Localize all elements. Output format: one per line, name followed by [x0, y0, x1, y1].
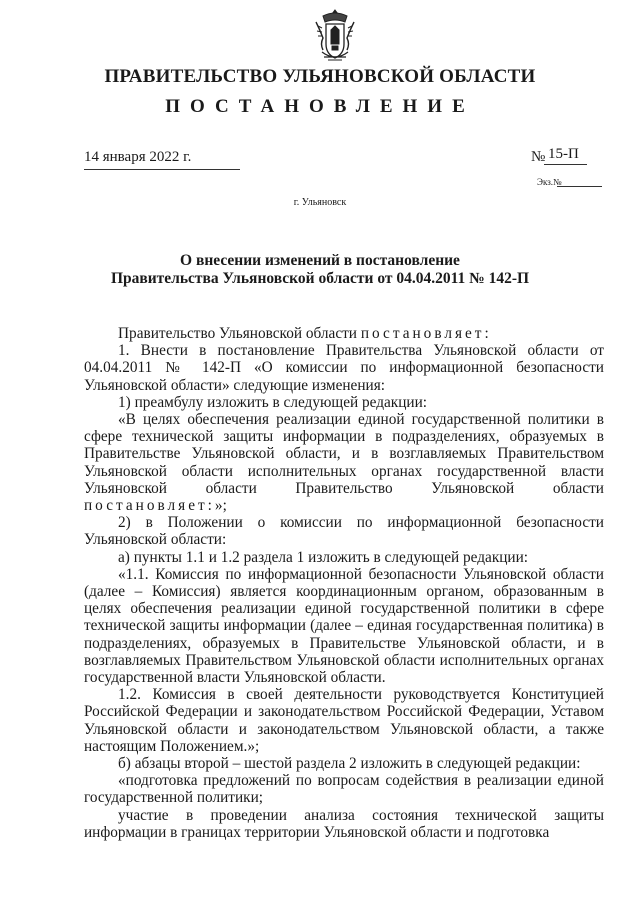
- preamble-quote-text: «В целях обеспечения реализации единой государственной политики в сфере технической защиты информации в подразделениях, образуемых в Правительстве Ульяновской области, и в возглавляемых Правительством Ульяновской области исполнительных органах государственной власти Ульяновской области Правительство Ульяновской области: [84, 411, 604, 497]
- preamble-quote-end: »;: [214, 497, 227, 515]
- document-type: ПОСТАНОВЛЕНИЕ: [165, 96, 475, 117]
- resolves-word-quote: постановляет:: [84, 497, 215, 515]
- document-body: [84, 325, 604, 841]
- heading-line-1: О внесении изменений в постановление: [180, 252, 460, 269]
- paragraph-clause-1-2: 1.2. Комиссия в своей деятельности руководствуется Конституцией Российской Федерации и законодательством Российской Федерации, Уставом Ульяновской области и законодательством Ульяновской области, а также настоящим Положением.»;: [84, 686, 604, 755]
- coat-of-arms-icon: [312, 8, 358, 64]
- copy-underline: [557, 186, 602, 187]
- date-underline: [84, 169, 240, 170]
- paragraph-quote-2: участие в проведении анализа состояния технической защиты информации в границах территории Ульяновской области и подготовка: [84, 806, 604, 841]
- paragraph-item-1: 1. Внести в постановление Правительства Ульяновской области от 04.04.2011 № 142-П «О комиссии по информационной безопасности Ульяновской области» следующие изменения:: [84, 342, 604, 394]
- paragraph-quote-1: «подготовка предложений по вопросам содействия в реализации единой государственной политики;: [84, 772, 604, 807]
- preamble-text: Правительство Ульяновской области: [118, 325, 361, 342]
- number-sign: №: [531, 149, 546, 165]
- document-number: 15-П: [548, 146, 579, 162]
- resolves-word: постановляет:: [360, 325, 492, 342]
- city: г. Ульяновск: [293, 197, 347, 208]
- paragraph-preamble: [84, 325, 604, 342]
- paragraph-clause-1-1: «1.1. Комиссия по информационной безопасности Ульяновской области (далее – Комиссия) является координационным органом, образованным в целях обеспечения реализации единой государственной политики в сфере технической защиты информации (далее – единая государственная политика) в подразделениях, образуемых в Правительстве Ульяновской области, и в возглавляемых Правительством Ульяновской области исполнительных органах государственной власти Ульяновской области.: [84, 565, 604, 687]
- document-heading: [0, 252, 640, 288]
- paragraph-subitem-b: б) абзацы второй – шестой раздела 2 изложить в следующей редакции:: [118, 755, 581, 773]
- number-underline: [544, 164, 587, 165]
- paragraph-preamble-quote: [84, 411, 604, 514]
- paragraph-subitem-1: 1) преамбулу изложить в следующей редакции:: [118, 393, 428, 411]
- copy-label: Экз.№: [537, 177, 562, 187]
- heading-line-2: Правительства Ульяновской области от 04.04.2011 № 142-П: [110, 270, 530, 287]
- document-date: 14 января 2022 г.: [84, 149, 192, 165]
- government-title: ПРАВИТЕЛЬСТВО УЛЬЯНОВСКОЙ ОБЛАСТИ: [104, 66, 536, 87]
- paragraph-subitem-2: 2) в Положении о комиссии по информационной безопасности Ульяновской области:: [84, 514, 604, 549]
- paragraph-subitem-a: а) пункты 1.1 и 1.2 раздела 1 изложить в следующей редакции:: [118, 548, 529, 566]
